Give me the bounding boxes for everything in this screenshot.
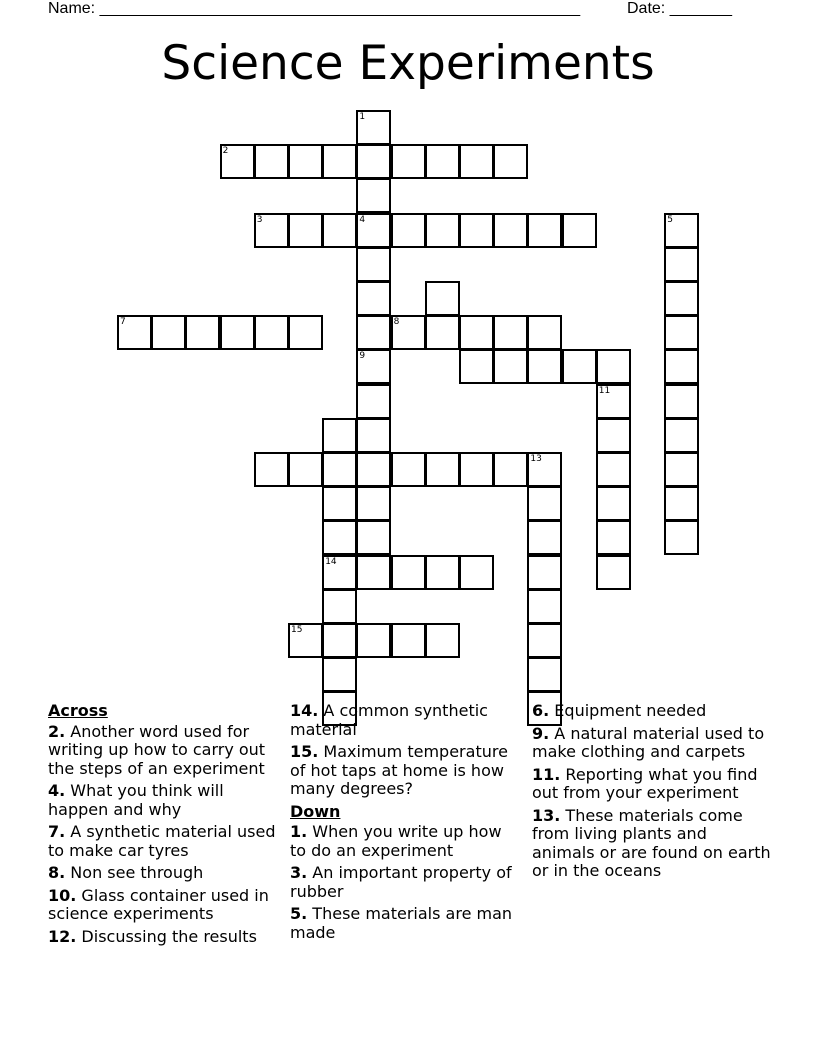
grid-cell[interactable] xyxy=(356,178,391,213)
grid-cell[interactable] xyxy=(493,452,528,487)
down-heading: Down xyxy=(290,801,341,821)
clue-number: 7 xyxy=(120,317,126,328)
grid-cell[interactable] xyxy=(356,623,391,658)
clue-number: 15 xyxy=(291,625,303,635)
grid-cell[interactable] xyxy=(596,384,631,419)
grid-cell[interactable] xyxy=(425,555,460,590)
grid-cell[interactable] xyxy=(664,247,699,282)
clue-across-2: 2. Another word used for writing up how to carry out the steps of an experiment xyxy=(48,721,266,778)
clue-across-7: 7. A synthetic material used to make car tyres xyxy=(48,822,276,860)
grid-cell[interactable] xyxy=(425,281,460,316)
grid-cell[interactable] xyxy=(493,144,528,179)
grid-cell[interactable] xyxy=(596,418,631,453)
grid-cell[interactable] xyxy=(459,452,494,487)
grid-cell[interactable] xyxy=(356,349,391,384)
grid-cell[interactable] xyxy=(493,349,528,384)
grid-cell[interactable] xyxy=(254,315,289,350)
clue-number: 2 xyxy=(222,146,229,157)
grid-cell[interactable] xyxy=(596,486,631,521)
grid-cell[interactable] xyxy=(254,213,289,248)
grid-cell[interactable] xyxy=(459,349,494,384)
grid-cell[interactable] xyxy=(322,452,357,487)
clue-down-3: 3. An important property of rubber xyxy=(290,863,512,901)
clues-column-1 xyxy=(48,702,280,950)
grid-cell[interactable] xyxy=(493,315,528,350)
grid-cell[interactable] xyxy=(356,144,391,179)
grid-cell[interactable] xyxy=(391,452,426,487)
clues-column-2 xyxy=(290,702,522,946)
grid-cell[interactable] xyxy=(391,315,426,350)
clue-number: 9 xyxy=(359,351,366,362)
clue-down-5: 5. These materials are man made xyxy=(290,904,513,942)
grid-cell[interactable] xyxy=(425,144,460,179)
grid-cell[interactable] xyxy=(322,657,357,692)
grid-cell[interactable] xyxy=(356,555,391,590)
grid-cell[interactable] xyxy=(664,213,699,248)
grid-cell[interactable] xyxy=(527,555,562,590)
grid-cell[interactable] xyxy=(391,144,426,179)
grid-cell[interactable] xyxy=(596,555,631,590)
clue-number: 8 xyxy=(393,317,400,328)
grid-cell[interactable] xyxy=(356,486,391,521)
grid-cell[interactable] xyxy=(527,452,562,487)
grid-cell[interactable] xyxy=(562,349,597,384)
clue-down-6: 6. Equipment needed xyxy=(532,701,707,720)
grid-cell[interactable] xyxy=(322,589,357,624)
grid-cell[interactable] xyxy=(254,144,289,179)
grid-cell[interactable] xyxy=(527,589,562,624)
grid-cell[interactable] xyxy=(117,315,152,350)
grid-cell[interactable] xyxy=(425,452,460,487)
clue-number: 1 xyxy=(359,112,366,122)
grid-cell[interactable] xyxy=(562,213,597,248)
grid-cell[interactable] xyxy=(322,555,357,590)
clue-down-11: 11. Reporting what you find out from your experiment xyxy=(532,764,758,802)
grid-cell[interactable] xyxy=(527,520,562,555)
clue-number: 14 xyxy=(325,556,337,567)
grid-cell[interactable] xyxy=(356,315,391,350)
clue-across-15: 15. Maximum temperature of hot taps at home is how many degrees? xyxy=(290,742,508,798)
grid-cell[interactable] xyxy=(288,623,323,658)
grid-cell[interactable] xyxy=(185,315,220,350)
grid-cell[interactable] xyxy=(527,486,562,521)
clues-column-3 xyxy=(532,702,772,885)
grid-cell[interactable] xyxy=(356,520,391,555)
grid-cell[interactable] xyxy=(596,452,631,487)
grid-cell[interactable] xyxy=(356,110,391,145)
grid-cell[interactable] xyxy=(527,623,562,658)
grid-cell[interactable] xyxy=(356,452,391,487)
clue-number: 3 xyxy=(256,214,263,225)
grid-cell[interactable] xyxy=(664,315,699,350)
grid-cell[interactable] xyxy=(322,213,357,248)
grid-cell[interactable] xyxy=(322,623,357,658)
grid-cell[interactable] xyxy=(527,315,562,350)
grid-cell[interactable] xyxy=(459,315,494,350)
grid-cell[interactable] xyxy=(664,349,699,384)
grid-cell[interactable] xyxy=(220,315,255,350)
grid-cell[interactable] xyxy=(151,315,186,350)
grid-cell[interactable] xyxy=(493,213,528,248)
across-heading: Across xyxy=(48,701,108,720)
grid-cell[interactable] xyxy=(288,315,323,350)
grid-cell[interactable] xyxy=(459,555,494,590)
clue-down-1: 1. When you write up how to do an experiment xyxy=(290,822,502,860)
grid-cell[interactable] xyxy=(288,213,323,248)
clue-down-9: 9. A natural material used to make clothing and carpets xyxy=(532,723,765,761)
grid-cell[interactable] xyxy=(391,555,426,590)
clue-across-10: 10. Glass container used in science experiments xyxy=(48,885,269,923)
grid-cell[interactable] xyxy=(527,349,562,384)
grid-cell[interactable] xyxy=(322,486,357,521)
page-title: Science Experiments xyxy=(161,36,655,91)
grid-cell[interactable] xyxy=(391,213,426,248)
grid-cell[interactable] xyxy=(664,486,699,521)
grid-cell[interactable] xyxy=(356,384,391,419)
grid-cell[interactable] xyxy=(322,144,357,179)
clue-number: 13 xyxy=(530,454,542,464)
grid-cell[interactable] xyxy=(664,418,699,453)
clue-across-14: 14. A common synthetic material xyxy=(290,701,488,739)
grid-cell[interactable] xyxy=(356,281,391,316)
grid-cell[interactable] xyxy=(664,281,699,316)
grid-cell[interactable] xyxy=(425,623,460,658)
clue-number: 4 xyxy=(359,214,366,225)
clue-across-12: 12. Discussing the results xyxy=(48,926,257,946)
grid-cell[interactable] xyxy=(322,520,357,555)
clue-down-13: 13. These materials come from living plants and animals or are found on earth or in the oceans xyxy=(532,805,771,880)
grid-cell[interactable] xyxy=(425,315,460,350)
grid-cell[interactable] xyxy=(356,418,391,453)
grid-cell[interactable] xyxy=(356,213,391,248)
grid-cell[interactable] xyxy=(288,144,323,179)
grid-cell[interactable] xyxy=(220,144,255,179)
grid-cell[interactable] xyxy=(391,623,426,658)
grid-cell[interactable] xyxy=(425,213,460,248)
grid-cell[interactable] xyxy=(322,418,357,453)
name-label: Name: ______________________________________________________ xyxy=(48,0,581,17)
clue-across-8: 8. Non see through xyxy=(48,863,204,882)
grid-cell[interactable] xyxy=(596,520,631,555)
grid-cell[interactable] xyxy=(664,384,699,419)
grid-cell[interactable] xyxy=(459,213,494,248)
date-label: Date: _______ xyxy=(627,0,732,17)
grid-cell[interactable] xyxy=(254,452,289,487)
grid-cell[interactable] xyxy=(288,452,323,487)
grid-cell[interactable] xyxy=(527,657,562,692)
clue-number: 5 xyxy=(667,214,673,225)
grid-cell[interactable] xyxy=(664,520,699,555)
clue-number: 11 xyxy=(598,385,611,396)
clue-across-4: 4. What you think will happen and why xyxy=(48,781,224,819)
grid-cell[interactable] xyxy=(356,247,391,282)
grid-cell[interactable] xyxy=(596,349,631,384)
grid-cell[interactable] xyxy=(527,213,562,248)
grid-cell[interactable] xyxy=(459,144,494,179)
grid-cell[interactable] xyxy=(664,452,699,487)
